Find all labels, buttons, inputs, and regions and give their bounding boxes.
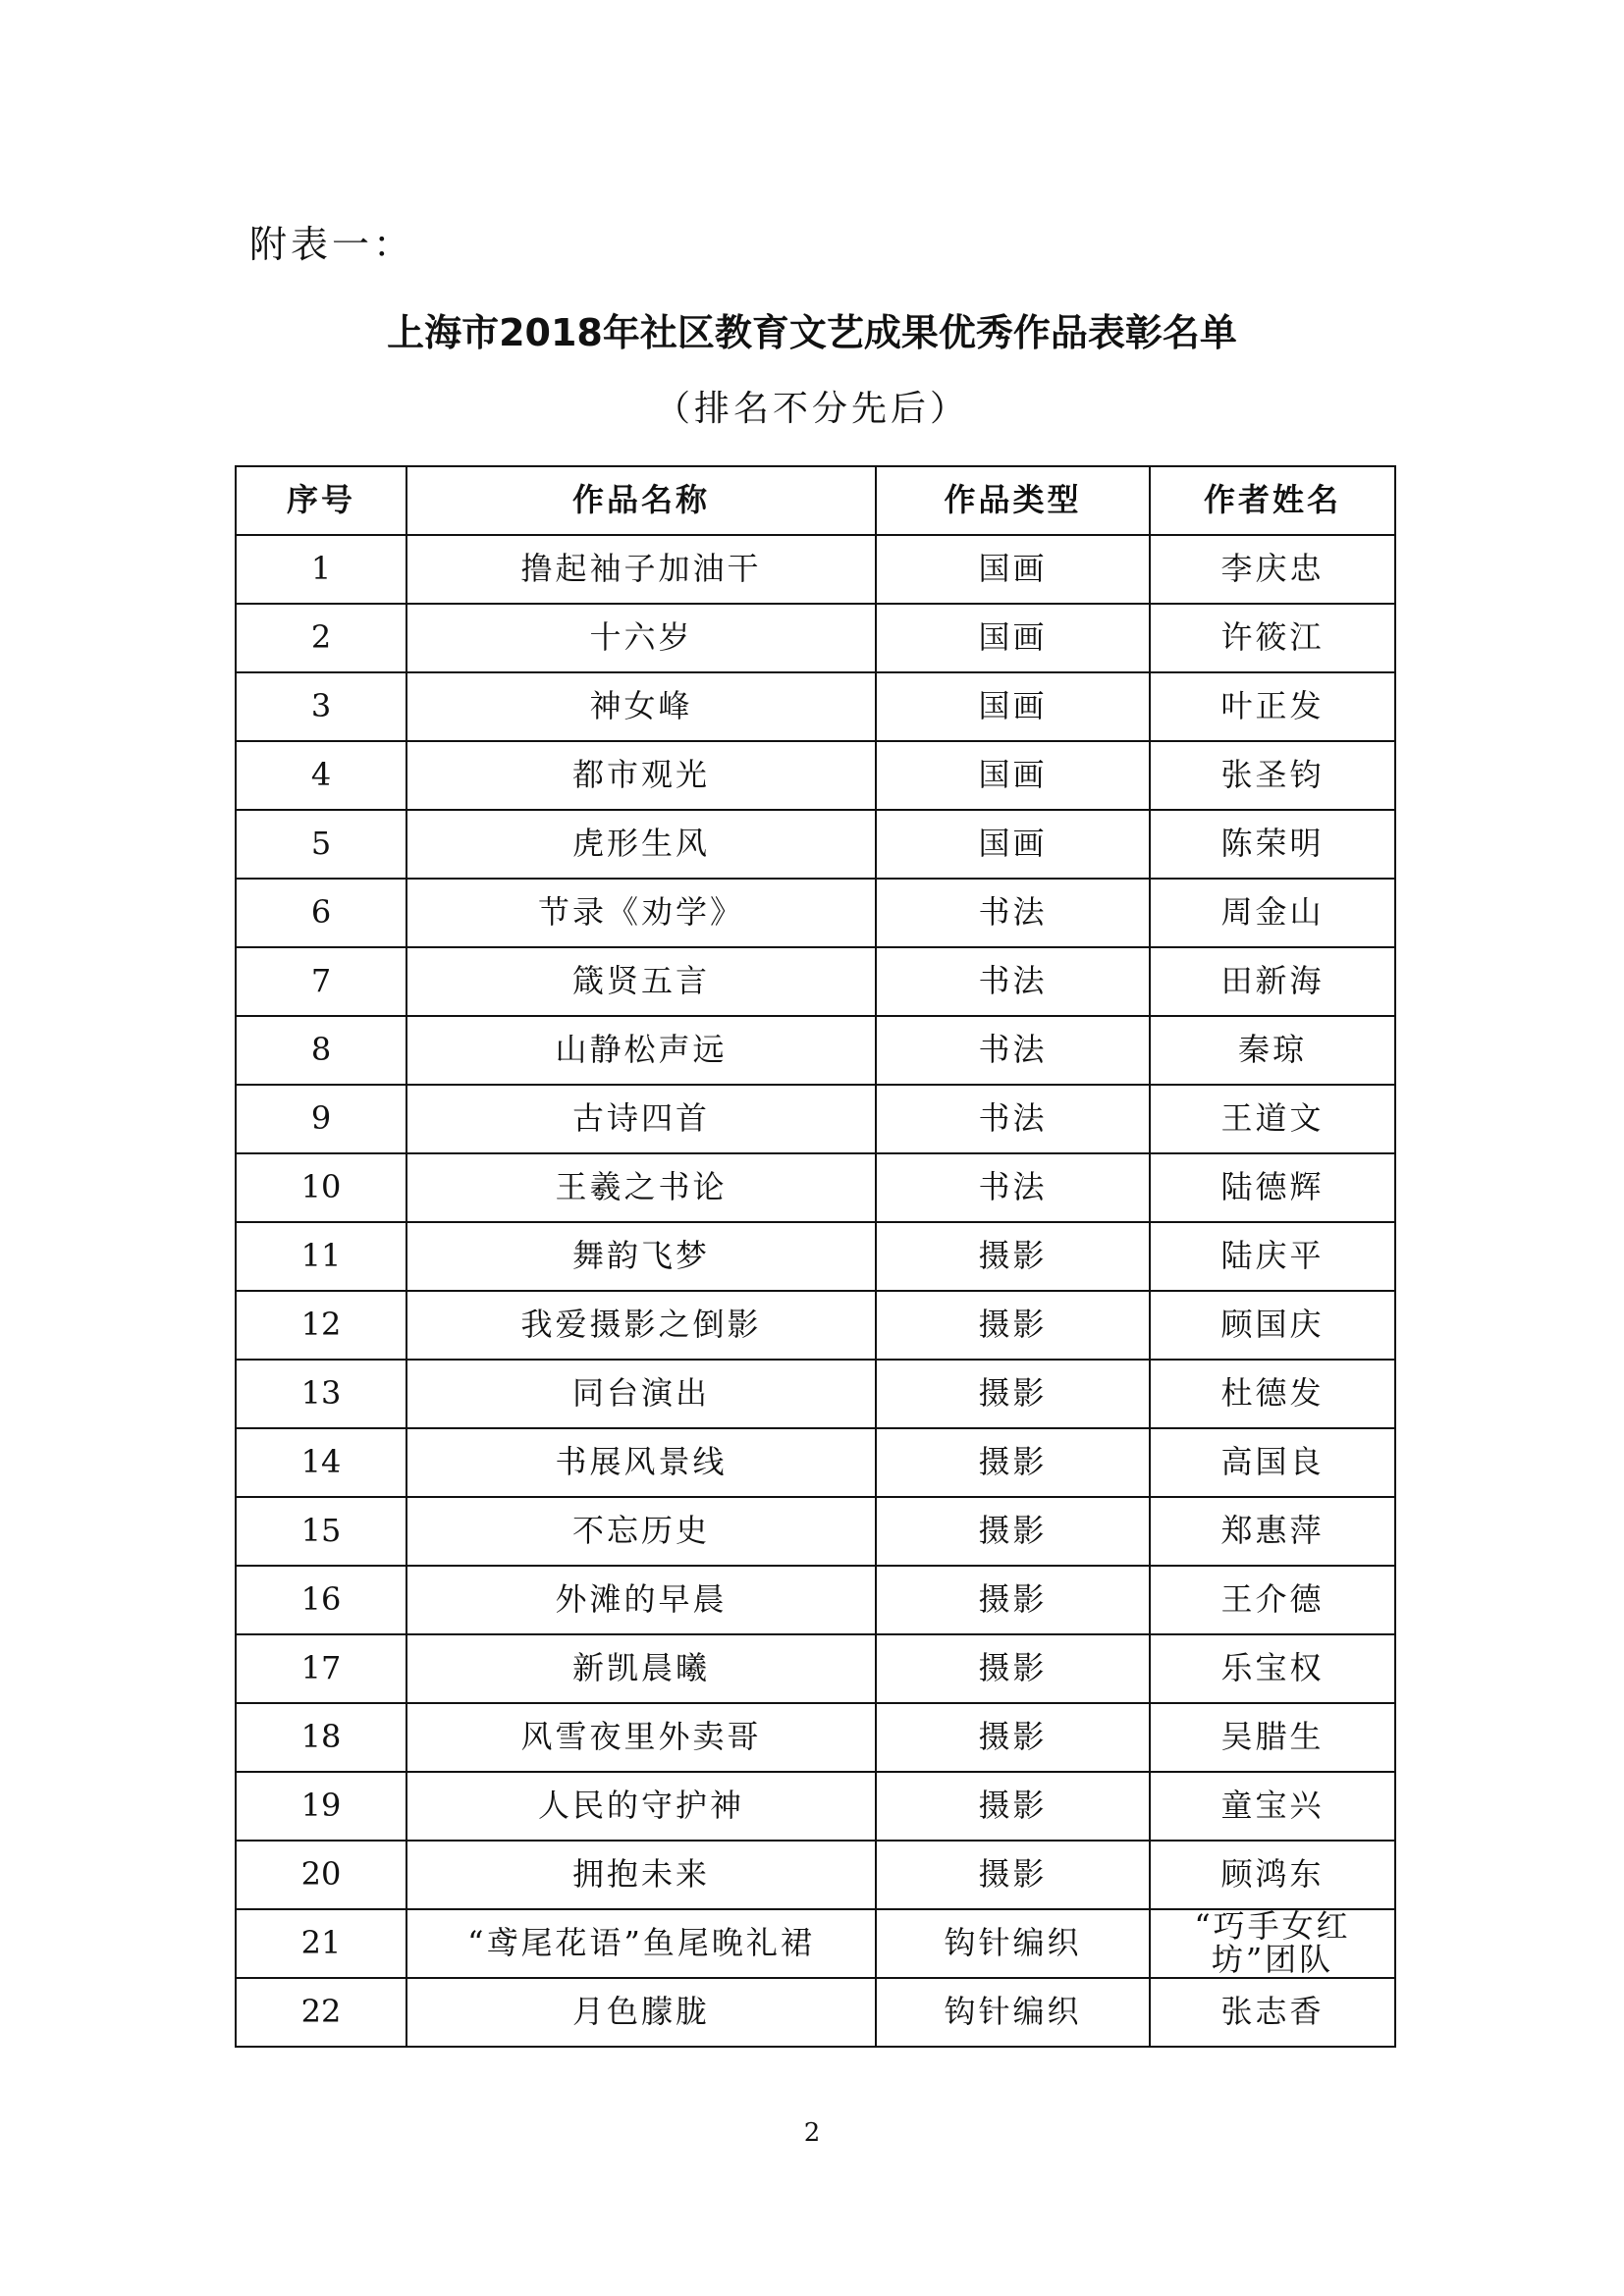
cell-work-type: 国画 bbox=[876, 535, 1150, 604]
cell-author-name: 周金山 bbox=[1150, 879, 1395, 947]
cell-work-title: 不忘历史 bbox=[406, 1497, 876, 1566]
cell-work-title: 书展风景线 bbox=[406, 1428, 876, 1497]
cell-work-type: 摄影 bbox=[876, 1841, 1150, 1909]
cell-work-title: 人民的守护神 bbox=[406, 1772, 876, 1841]
cell-work-type: 书法 bbox=[876, 1016, 1150, 1085]
cell-serial: 6 bbox=[236, 879, 406, 947]
cell-work-title: 王羲之书论 bbox=[406, 1153, 876, 1222]
cell-author-name: “巧手女红坊”团队 bbox=[1150, 1909, 1395, 1978]
header-serial: 序号 bbox=[236, 466, 406, 535]
table-row bbox=[236, 1978, 1395, 2047]
cell-work-title: 舞韵飞梦 bbox=[406, 1222, 876, 1291]
cell-author-name: 叶正发 bbox=[1150, 672, 1395, 741]
table-row bbox=[236, 947, 1395, 1016]
cell-serial: 13 bbox=[236, 1360, 406, 1428]
cell-work-type: 摄影 bbox=[876, 1772, 1150, 1841]
cell-work-title: 节录《劝学》 bbox=[406, 879, 876, 947]
cell-work-title: 都市观光 bbox=[406, 741, 876, 810]
cell-work-type: 国画 bbox=[876, 741, 1150, 810]
cell-author-name: 许筱江 bbox=[1150, 604, 1395, 672]
table-row bbox=[236, 1428, 1395, 1497]
cell-author-name: 李庆忠 bbox=[1150, 535, 1395, 604]
cell-work-type: 书法 bbox=[876, 879, 1150, 947]
header-author-name: 作者姓名 bbox=[1150, 466, 1395, 535]
cell-serial: 10 bbox=[236, 1153, 406, 1222]
cell-work-title: 虎形生风 bbox=[406, 810, 876, 879]
cell-work-title: 月色朦胧 bbox=[406, 1978, 876, 2047]
table-row bbox=[236, 672, 1395, 741]
awards-table bbox=[235, 465, 1396, 2048]
cell-serial: 1 bbox=[236, 535, 406, 604]
table-row bbox=[236, 1497, 1395, 1566]
cell-author-name: 乐宝权 bbox=[1150, 1634, 1395, 1703]
cell-serial: 21 bbox=[236, 1909, 406, 1978]
cell-work-title: 撸起袖子加油干 bbox=[406, 535, 876, 604]
cell-work-type: 国画 bbox=[876, 604, 1150, 672]
cell-author-name: 杜德发 bbox=[1150, 1360, 1395, 1428]
cell-work-title: 外滩的早晨 bbox=[406, 1566, 876, 1634]
page-number: 2 bbox=[803, 2118, 821, 2148]
cell-work-type: 摄影 bbox=[876, 1497, 1150, 1566]
table-row bbox=[236, 1222, 1395, 1291]
cell-work-title: 十六岁 bbox=[406, 604, 876, 672]
table-row bbox=[236, 604, 1395, 672]
cell-author-name: 童宝兴 bbox=[1150, 1772, 1395, 1841]
cell-work-type: 摄影 bbox=[876, 1634, 1150, 1703]
cell-author-name: 顾鸿东 bbox=[1150, 1841, 1395, 1909]
table-row bbox=[236, 535, 1395, 604]
cell-work-type: 书法 bbox=[876, 947, 1150, 1016]
cell-author-name: 顾国庆 bbox=[1150, 1291, 1395, 1360]
cell-serial: 18 bbox=[236, 1703, 406, 1772]
cell-serial: 14 bbox=[236, 1428, 406, 1497]
cell-serial: 8 bbox=[236, 1016, 406, 1085]
cell-work-title: 箴贤五言 bbox=[406, 947, 876, 1016]
cell-work-type: 摄影 bbox=[876, 1222, 1150, 1291]
cell-author-name: 陈荣明 bbox=[1150, 810, 1395, 879]
cell-serial: 20 bbox=[236, 1841, 406, 1909]
table-row bbox=[236, 1566, 1395, 1634]
cell-work-type: 书法 bbox=[876, 1153, 1150, 1222]
cell-author-name: 秦琼 bbox=[1150, 1016, 1395, 1085]
table-row bbox=[236, 1703, 1395, 1772]
cell-author-name: 张圣钧 bbox=[1150, 741, 1395, 810]
cell-author-name: 田新海 bbox=[1150, 947, 1395, 1016]
cell-work-type: 摄影 bbox=[876, 1360, 1150, 1428]
table-row bbox=[236, 1085, 1395, 1153]
cell-author-name: 高国良 bbox=[1150, 1428, 1395, 1497]
cell-serial: 19 bbox=[236, 1772, 406, 1841]
table-row bbox=[236, 741, 1395, 810]
cell-work-type: 书法 bbox=[876, 1085, 1150, 1153]
table-row bbox=[236, 1634, 1395, 1703]
cell-serial: 12 bbox=[236, 1291, 406, 1360]
cell-work-title: 同台演出 bbox=[406, 1360, 876, 1428]
table-row bbox=[236, 1841, 1395, 1909]
cell-serial: 22 bbox=[236, 1978, 406, 2047]
table-row bbox=[236, 1360, 1395, 1428]
cell-serial: 4 bbox=[236, 741, 406, 810]
cell-work-title: “鸢尾花语”鱼尾晚礼裙 bbox=[406, 1909, 876, 1978]
attachment-label: 附表一： bbox=[249, 223, 415, 266]
cell-author-name: 陆庆平 bbox=[1150, 1222, 1395, 1291]
document-title: 上海市2018年社区教育文艺成果优秀作品表彰名单 bbox=[387, 311, 1237, 354]
cell-serial: 7 bbox=[236, 947, 406, 1016]
cell-author-name: 王道文 bbox=[1150, 1085, 1395, 1153]
cell-work-title: 我爱摄影之倒影 bbox=[406, 1291, 876, 1360]
cell-author-name: 吴腊生 bbox=[1150, 1703, 1395, 1772]
table-row bbox=[236, 1772, 1395, 1841]
table-row bbox=[236, 1291, 1395, 1360]
table-row bbox=[236, 1153, 1395, 1222]
cell-work-type: 国画 bbox=[876, 810, 1150, 879]
cell-serial: 5 bbox=[236, 810, 406, 879]
cell-work-title: 古诗四首 bbox=[406, 1085, 876, 1153]
cell-author-name: 张志香 bbox=[1150, 1978, 1395, 2047]
table-row bbox=[236, 879, 1395, 947]
table-body bbox=[236, 535, 1395, 2047]
cell-author-name: 王介德 bbox=[1150, 1566, 1395, 1634]
cell-author-name: 陆德辉 bbox=[1150, 1153, 1395, 1222]
cell-serial: 16 bbox=[236, 1566, 406, 1634]
cell-work-type: 摄影 bbox=[876, 1291, 1150, 1360]
cell-work-title: 风雪夜里外卖哥 bbox=[406, 1703, 876, 1772]
table-header-row bbox=[236, 466, 1395, 535]
cell-work-type: 钩针编织 bbox=[876, 1978, 1150, 2047]
cell-serial: 15 bbox=[236, 1497, 406, 1566]
cell-work-title: 新凯晨曦 bbox=[406, 1634, 876, 1703]
cell-serial: 3 bbox=[236, 672, 406, 741]
cell-work-type: 摄影 bbox=[876, 1703, 1150, 1772]
table-row bbox=[236, 810, 1395, 879]
cell-work-title: 拥抱未来 bbox=[406, 1841, 876, 1909]
cell-work-title: 山静松声远 bbox=[406, 1016, 876, 1085]
table-row bbox=[236, 1909, 1395, 1978]
cell-serial: 9 bbox=[236, 1085, 406, 1153]
cell-work-type: 摄影 bbox=[876, 1566, 1150, 1634]
header-work-type: 作品类型 bbox=[876, 466, 1150, 535]
table-row bbox=[236, 1016, 1395, 1085]
cell-serial: 2 bbox=[236, 604, 406, 672]
cell-work-type: 钩针编织 bbox=[876, 1909, 1150, 1978]
header-work-title: 作品名称 bbox=[406, 466, 876, 535]
cell-work-title: 神女峰 bbox=[406, 672, 876, 741]
cell-serial: 11 bbox=[236, 1222, 406, 1291]
cell-serial: 17 bbox=[236, 1634, 406, 1703]
cell-work-type: 国画 bbox=[876, 672, 1150, 741]
cell-author-name: 郑惠萍 bbox=[1150, 1497, 1395, 1566]
cell-work-type: 摄影 bbox=[876, 1428, 1150, 1497]
document-subtitle: （排名不分先后） bbox=[654, 389, 969, 429]
